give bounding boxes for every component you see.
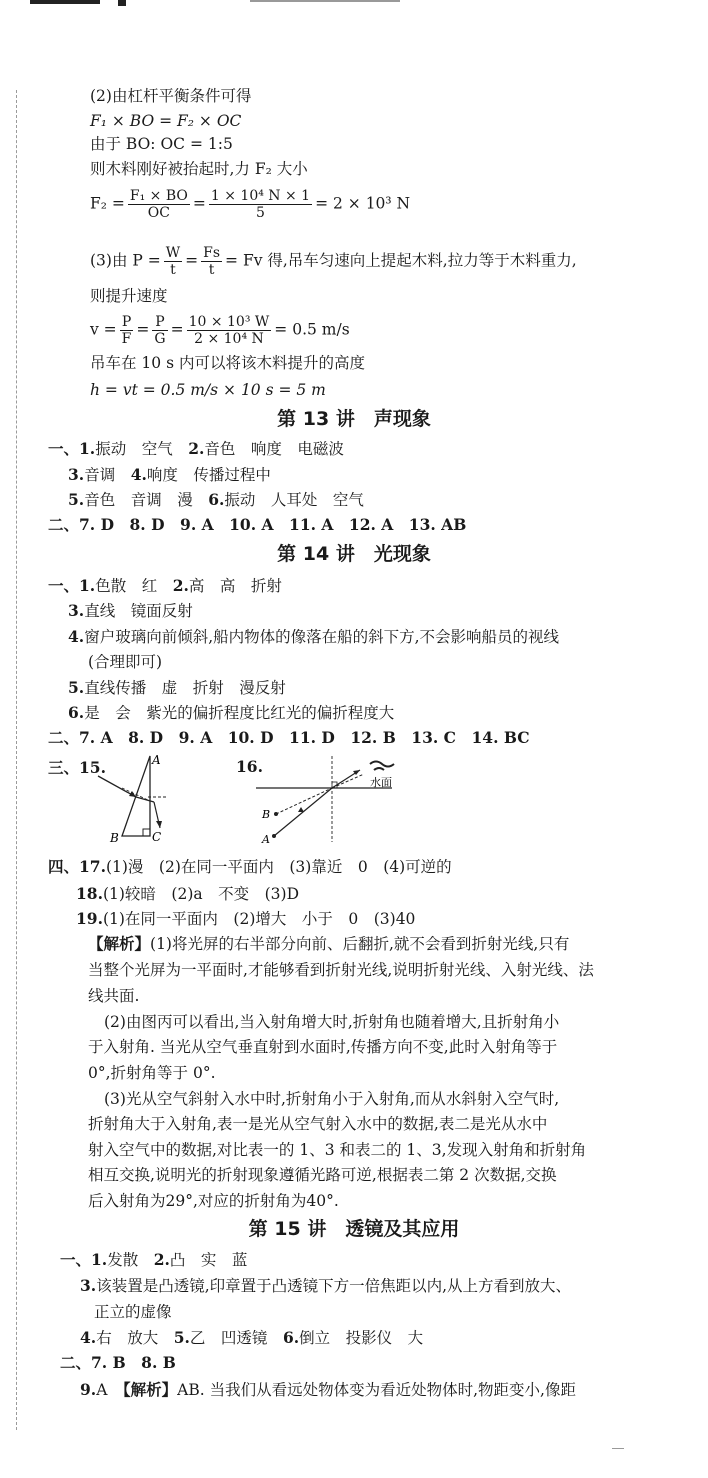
answer-line: 正立的虚像 bbox=[94, 1303, 172, 1321]
answer-line: 四、17.(1)漫 (2)在同一平面内 (3)靠近 0 (4)可逆的 bbox=[48, 857, 452, 876]
explanation-line: (3)光从空气斜射入水中时,折射角小于入射角,而从水斜射入空气时, bbox=[104, 1090, 560, 1108]
fraction: $\frac{P}{F}$ bbox=[121, 314, 132, 347]
explanation-line: 相互交换,说明光的折射现象遵循光路可逆,根据表二第 2 次数据,交换 bbox=[88, 1166, 557, 1184]
answer-line: 一、1.发散 2.凸 实 蓝 bbox=[60, 1250, 248, 1269]
answer-line: 4.右 放大 5.乙 凹透镜 6.倒立 投影仪 大 bbox=[80, 1328, 424, 1347]
fraction: $\frac{\text{1 × 10⁴ N × 1}}{5}$ bbox=[210, 188, 311, 221]
top-edge-mark bbox=[118, 0, 126, 6]
answer-line: 3.该装置是凸透镜,印章置于凸透镜下方一倍焦距以内,从上方看到放大、 bbox=[80, 1276, 572, 1295]
explanation-line: 线共面. bbox=[88, 987, 140, 1005]
fraction: $\frac{\text{10 × 10³ W}}{\text{2 × 10⁴ N}}$ bbox=[188, 314, 270, 347]
question-label: 三、15. bbox=[48, 758, 106, 777]
top-edge-mark bbox=[250, 0, 400, 2]
label-A: A bbox=[262, 833, 270, 846]
top-edge-mark bbox=[30, 0, 100, 4]
text-line: 吊车在 10 s 内可以将该木料提升的高度 bbox=[90, 354, 365, 372]
eq-lhs: F₂ = bbox=[90, 194, 125, 213]
power-equation: (3)由 P = $\frac{W}{t}$ = $\frac{Fs}{t}$ = Fv 得,吊车匀速向上提起木料,拉力等于木料重力, bbox=[90, 245, 577, 278]
answer-line: 4.窗户玻璃向前倾斜,船内物体的像落在船的斜下方,不会影响船员的视线 bbox=[68, 627, 560, 646]
section-title: 第 13 讲 声现象 bbox=[277, 408, 431, 430]
fraction: $\frac{W}{t}$ bbox=[165, 245, 181, 278]
answer-line: 一、1.色散 红 2.高 高 折射 bbox=[48, 576, 282, 595]
force-equation: F₂ = $\frac{\text{F₁ × BO}}{OC}$ = $\frac{\text{1 × 10⁴ N × 1}}{5}$ = 2 × 10³ N bbox=[90, 188, 411, 221]
explanation-line: 0°,折射角等于 0°. bbox=[88, 1064, 216, 1082]
explanation-line: 后入射角为29°,对应的折射角为40°. bbox=[88, 1192, 339, 1210]
answer-line: 3.直线 镜面反射 bbox=[68, 601, 193, 620]
label-B: B bbox=[262, 808, 271, 821]
answer-line: 二、7. B 8. B bbox=[60, 1353, 176, 1372]
explanation-line: 射入空气中的数据,对比表一的 1、3 和表二的 1、3,发现入射角和折射角 bbox=[88, 1141, 587, 1159]
water-surface-label: 水面 bbox=[370, 776, 392, 789]
explanation-line: (2)由图丙可以看出,当入射角增大时,折射角也随着增大,且折射角小 bbox=[104, 1013, 560, 1031]
section-title: 第 14 讲 光现象 bbox=[277, 543, 431, 565]
prism-refraction-figure bbox=[92, 752, 182, 844]
explanation-line: 于入射角. 当光从空气垂直射到水面时,传播方向不变,此时入射角等于 bbox=[88, 1038, 558, 1056]
label-B: B bbox=[110, 831, 119, 844]
fraction: $\frac{Fs}{t}$ bbox=[203, 245, 221, 278]
fraction: $\frac{\text{F₁ × BO}}{OC}$ bbox=[129, 188, 188, 221]
label-A: A bbox=[152, 753, 161, 767]
text-line: 则木料刚好被抬起时,力 F₂ 大小 bbox=[90, 160, 308, 178]
answer-line: 一、1.振动 空气 2.音色 响度 电磁波 bbox=[48, 439, 344, 458]
answer-line: 5.直线传播 虚 折射 漫反射 bbox=[68, 678, 286, 697]
water-refraction-figure bbox=[252, 752, 412, 848]
answer-line: 19.(1)在同一平面内 (2)增大 小于 0 (3)40 bbox=[76, 909, 416, 928]
text-line: 则提升速度 bbox=[90, 287, 168, 305]
equation-line: h = vt = 0.5 m/s × 10 s = 5 m bbox=[90, 381, 326, 399]
answer-line: 6.是 会 紫光的偏折程度比红光的偏折程度大 bbox=[68, 703, 395, 722]
equation-line: F₁ × BO = F₂ × OC bbox=[90, 112, 242, 130]
question-label: 16. bbox=[236, 757, 263, 776]
explanation-line: 当整个光屏为一平面时,才能够看到折射光线,说明折射光线、入射光线、法 bbox=[88, 961, 594, 979]
explanation-line: 【解析】(1)将光屏的右半部分向前、后翻折,就不会看到折射光线,只有 bbox=[88, 934, 570, 953]
answer-line: 5.音色 音调 漫 6.振动 人耳处 空气 bbox=[68, 490, 364, 509]
section-title: 第 15 讲 透镜及其应用 bbox=[248, 1218, 460, 1240]
explanation-line: 折射角大于入射角,表一是光从空气射入水中的数据,表二是光从水中 bbox=[88, 1115, 548, 1133]
answer-line: 9.A 【解析】AB. 当我们从看远处物体变为看近处物体时,物距变小,像距 bbox=[80, 1380, 576, 1399]
fraction: $\frac{P}{G}$ bbox=[154, 314, 166, 347]
answer-line: 二、7. A 8. D 9. A 10. D 11. D 12. B 13. C 14. BC bbox=[48, 728, 530, 747]
text-line: (2)由杠杆平衡条件可得 bbox=[90, 87, 252, 105]
answer-line: 3.音调 4.响度 传播过程中 bbox=[68, 465, 271, 484]
answer-line: 18.(1)较暗 (2)a 不变 (3)D bbox=[76, 884, 300, 903]
label-C: C bbox=[152, 830, 162, 844]
footer-mark bbox=[612, 1448, 624, 1449]
text-line: 由于 BO: OC = 1:5 bbox=[90, 135, 233, 153]
answer-line: (合理即可) bbox=[88, 653, 163, 671]
speed-equation: v = $\frac{P}{F}$ = $\frac{P}{G}$ = $\frac{\text{10 × 10³ W}}{\text{2 × 10⁴ N}}$ = 0.5 m/s bbox=[90, 314, 350, 347]
answer-line: 二、7. D 8. D 9. A 10. A 11. A 12. A 13. AB bbox=[48, 515, 467, 534]
